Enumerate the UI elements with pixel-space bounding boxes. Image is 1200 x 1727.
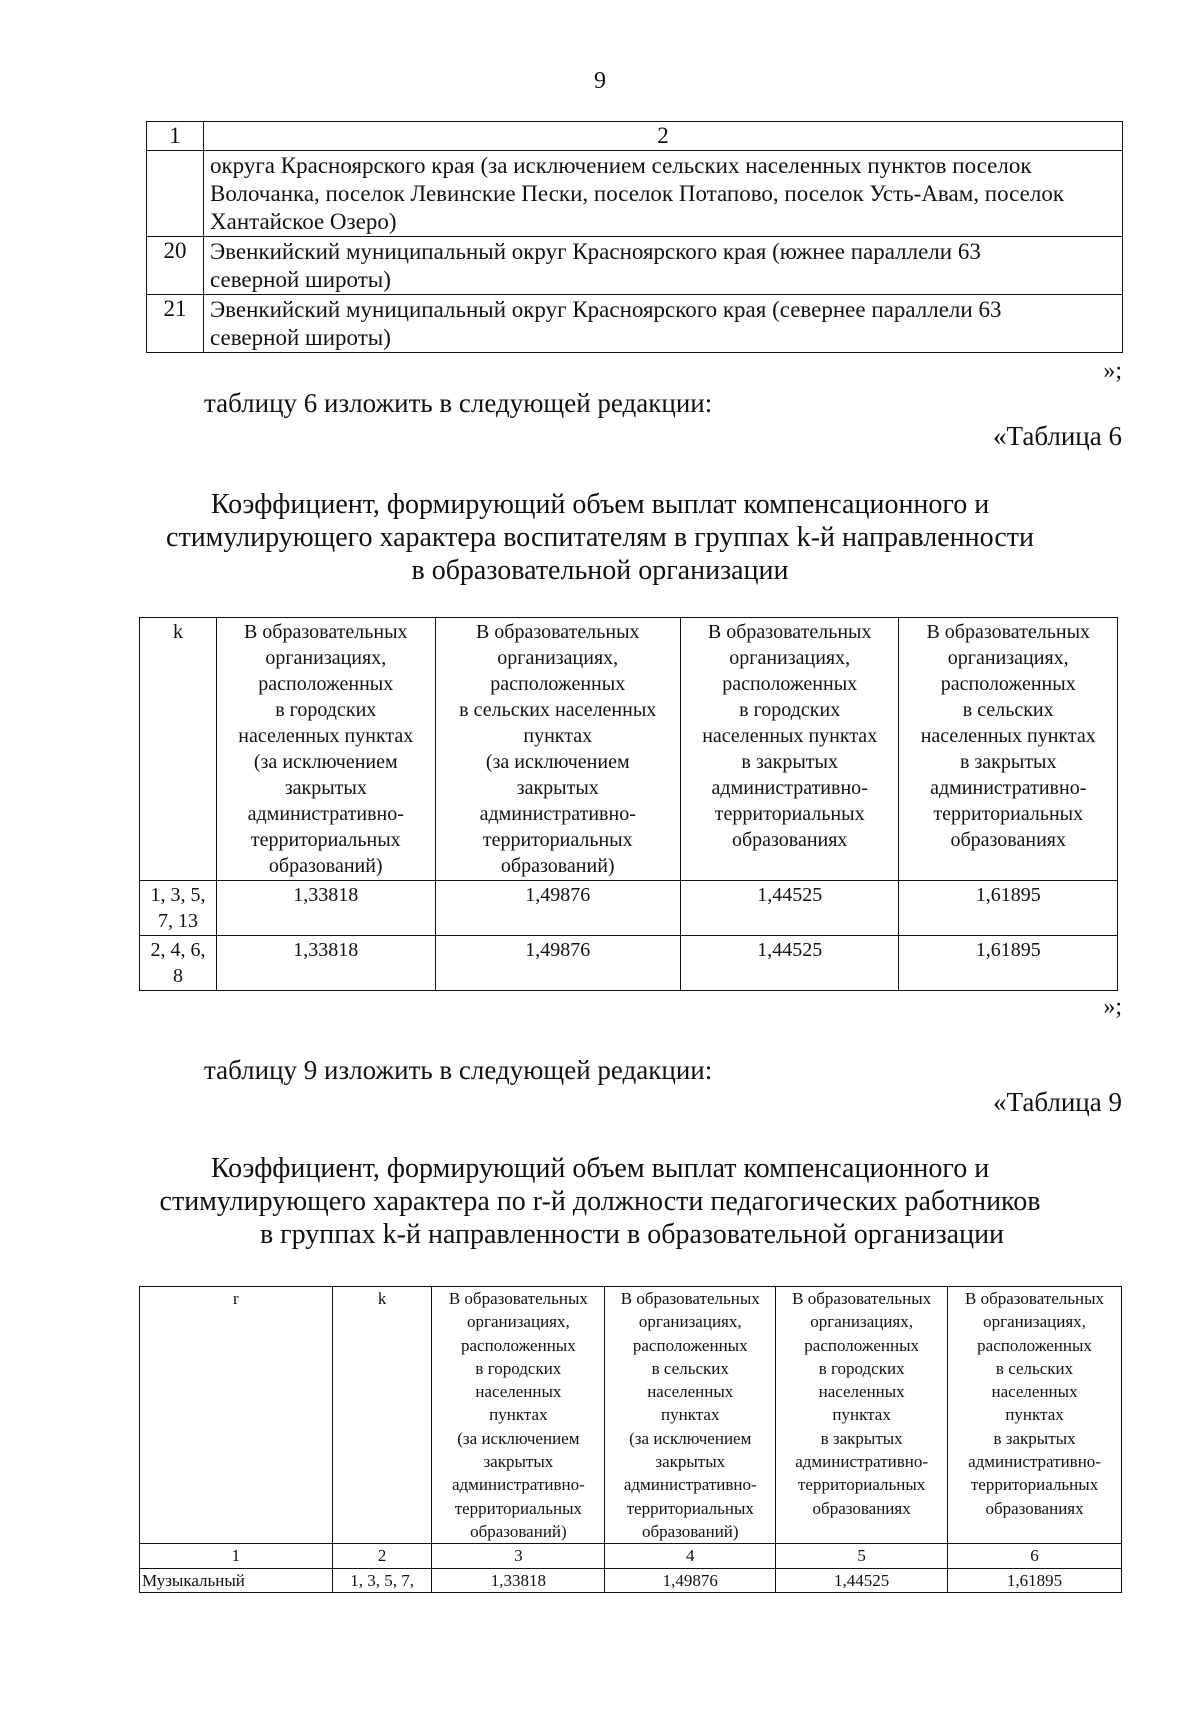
continuation-table [146,121,1123,353]
header-line: территориальных [250,829,401,851]
header-line: в закрытых [741,751,838,773]
value-cell: 1,61895 [899,881,1118,936]
header-cell-k: k [140,618,217,881]
header-line: в городских [739,699,841,721]
header-cell [605,1287,776,1544]
header-line: расположенных [461,1335,576,1355]
header-line: территориальных [626,1498,754,1518]
table-9 [139,1286,1122,1593]
header-line: территориальных [933,803,1084,825]
r-cell: Музыкальный [140,1568,333,1592]
header-line: административно- [930,777,1087,799]
value-cell: 1,61895 [948,1568,1122,1592]
table-header-row [140,1287,1122,1544]
header-line: расположенных [804,1335,919,1355]
header-line: расположенных [490,673,626,695]
column-number-row [140,1544,1122,1568]
header-line: образованиях [812,1498,911,1518]
text-line: Волочанка, поселок Левинские Пески, поселок Потапово, поселок Усть-Авам, поселок [210,181,1064,206]
header-line: организациях, [729,647,851,669]
value-cell: 1,44525 [680,936,899,991]
header-line: административно- [451,1475,585,1495]
table-6-heading [0,488,1200,587]
column-number: 2 [332,1544,432,1568]
header-line: пунктах [1005,1405,1064,1425]
header-line: В образовательных [792,1289,932,1308]
header-line: закрытых [516,777,599,799]
k-line: 1, 3, 5, [150,884,206,906]
header-line: образований) [470,1521,567,1541]
table-6-label: «Таблица 6 [993,421,1122,451]
table-header-row [147,122,1123,151]
row-text [204,151,1123,237]
header-line: закрытых [284,777,367,799]
header-line: административно- [795,1452,929,1472]
header-line: населенных [475,1382,562,1402]
instruction-table-9: таблицу 9 изложить в следующей редакции: [204,1055,713,1085]
heading-line: стимулирующего характера воспитателям в группах k-й направленности [166,522,1034,553]
header-line: в сельских [651,1358,729,1378]
header-cell [680,618,899,881]
header-line: В образовательных [926,621,1091,643]
header-line: расположенных [940,673,1076,695]
header-line: пунктах [832,1405,891,1425]
header-line: организациях, [983,1312,1086,1332]
column-number: 5 [776,1544,948,1568]
header-cell: 1 [147,122,204,151]
table-6 [139,617,1118,991]
heading-line: Коэффициент, формирующий объем выплат компенсационного и [210,489,990,520]
header-line: расположенных [722,673,858,695]
header-line: (за исключением [457,1428,580,1448]
value-cell: 1,44525 [680,881,899,936]
header-line: территориальных [482,829,633,851]
header-cell [435,618,680,881]
header-line: в закрытых [959,751,1057,773]
header-line: в закрытых [820,1428,903,1448]
heading-line: в группах k-й направленности в образовательной организации [259,1219,1005,1250]
header-line: административно- [968,1452,1101,1472]
header-cell [776,1287,948,1544]
header-line: В образовательных [620,1289,760,1308]
header-line: организациях, [810,1312,914,1332]
heading-line: стимулирующего характера по r-й должности педагогических работников [159,1186,1041,1217]
header-line: населенных [647,1382,734,1402]
header-line: образований) [268,855,383,877]
instruction-table-6: таблицу 6 изложить в следующей редакции: [204,388,713,418]
table-row [140,881,1118,936]
header-line: расположенных [632,1335,748,1355]
row-number [147,151,204,237]
header-line: административно- [479,803,636,825]
header-line: (за исключением [253,751,398,773]
k-cell: 1, 3, 5, 7, [332,1568,432,1592]
heading-line: в образовательной организации [411,555,789,586]
table-row [147,237,1123,295]
k-line: 2, 4, 6, [150,939,206,961]
table-row [147,295,1123,353]
table-row [140,1568,1122,1592]
header-line: образований) [641,1521,739,1541]
value-cell: 1,33818 [217,936,436,991]
table-row [147,151,1123,237]
header-line: в сельских населенных [459,699,657,721]
header-line: административно- [247,803,404,825]
header-line: расположенных [258,673,394,695]
header-line: административно- [623,1475,757,1495]
text-line: Хантайское Озеро) [210,209,397,234]
table-9-heading [0,1152,1200,1251]
header-line: территориальных [714,803,865,825]
header-line: образованиях [950,829,1066,851]
header-line: в закрытых [993,1428,1076,1448]
header-line: закрытых [655,1452,726,1472]
header-line: в городских [818,1358,905,1378]
header-line: образованиях [985,1498,1084,1518]
value-cell: 1,33818 [217,881,436,936]
header-cell [432,1287,605,1544]
header-line: образований) [500,855,615,877]
row-number: 21 [147,295,204,353]
row-number: 20 [147,237,204,295]
header-line: в сельских [995,1358,1074,1378]
table-header-row [140,618,1118,881]
header-line: населенных [818,1382,905,1402]
header-line: образованиях [731,829,848,851]
table-9-label: «Таблица 9 [993,1087,1122,1117]
header-cell: 2 [204,122,1123,151]
text-line: северной широты) [210,267,391,292]
column-number: 1 [140,1544,333,1568]
k-line: 7, 13 [158,910,198,932]
header-line: (за исключением [629,1428,752,1448]
header-line: В образовательных [707,621,872,643]
header-cell-k: k [332,1287,432,1544]
closing-quote: »; [1103,358,1122,384]
header-line: пунктах [661,1405,720,1425]
header-line: в городских [475,1358,562,1378]
header-line: территориальных [454,1498,583,1518]
table-row [140,936,1118,991]
header-line: организациях, [947,647,1069,669]
header-cell-r: r [140,1287,333,1544]
header-line: В образовательных [243,621,408,643]
header-line: закрытых [483,1452,554,1472]
text-line: округа Красноярского края (за исключением сельских населенных пунктов поселок [210,153,1032,178]
row-text [204,295,1123,353]
k-line: 8 [173,965,183,987]
header-cell [899,618,1118,881]
value-cell: 1,49876 [435,881,680,936]
header-line: организациях, [497,647,619,669]
header-line: территориальных [797,1475,926,1495]
k-cell [140,936,217,991]
header-line: в сельских [962,699,1054,721]
page-number: 9 [594,68,606,94]
header-line: населенных пунктах [920,725,1096,747]
header-line: в городских [275,699,377,721]
value-cell: 1,49876 [435,936,680,991]
value-cell: 1,33818 [432,1568,605,1592]
header-line: В образовательных [475,621,640,643]
column-number: 3 [432,1544,605,1568]
text-line: Эвенкийский муниципальный округ Красноярского края (южнее параллели 63 [210,239,981,264]
value-cell: 1,61895 [899,936,1118,991]
header-line: организациях, [467,1312,570,1332]
header-line: административно- [711,777,868,799]
header-line: организациях, [265,647,387,669]
header-line: населенных пунктах [702,725,878,747]
header-line: В образовательных [448,1289,588,1308]
closing-quote: »; [1103,994,1122,1020]
header-cell [948,1287,1122,1544]
column-number: 4 [605,1544,776,1568]
column-number: 6 [948,1544,1122,1568]
text-line: северной широты) [210,325,391,350]
header-line: пунктах [523,725,593,747]
header-cell [217,618,436,881]
header-line: (за исключением [485,751,630,773]
header-line: территориальных [970,1475,1099,1495]
header-line: расположенных [977,1335,1092,1355]
value-cell: 1,49876 [605,1568,776,1592]
header-line: В образовательных [965,1289,1105,1308]
header-line: организациях, [638,1312,742,1332]
header-line: населенных пунктах [238,725,414,747]
header-line: пунктах [489,1405,548,1425]
k-cell [140,881,217,936]
heading-line: Коэффициент, формирующий объем выплат компенсационного и [210,1153,990,1184]
text-line: Эвенкийский муниципальный округ Красноярского края (севернее параллели 63 [210,297,1002,322]
value-cell: 1,44525 [776,1568,948,1592]
row-text [204,237,1123,295]
header-line: населенных [991,1382,1078,1402]
